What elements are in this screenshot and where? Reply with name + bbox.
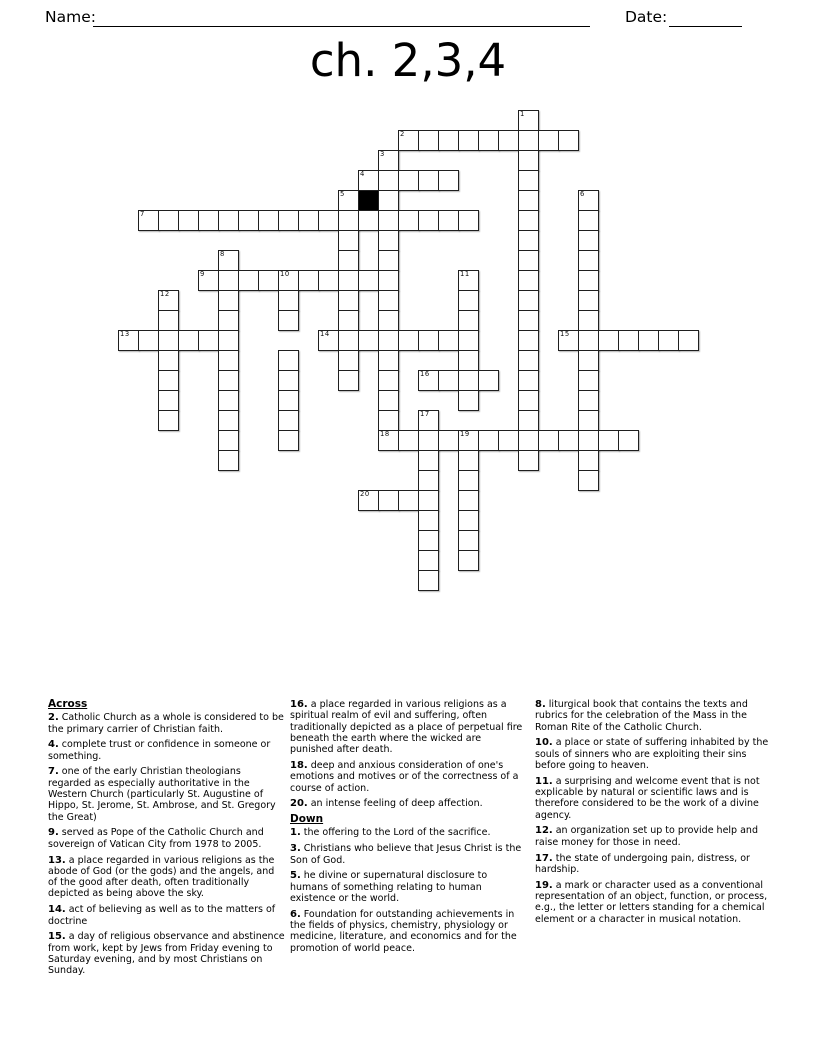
grid-cell (378, 250, 399, 271)
clue: 17. the state of undergoing pain, distress, or hardship. (535, 852, 750, 875)
grid-cell (458, 510, 479, 531)
grid-cell (578, 310, 599, 331)
grid-cell (518, 450, 539, 471)
grid-cell (618, 430, 639, 451)
grid-cell (338, 210, 359, 231)
grid-cell (358, 490, 379, 511)
grid-cell (378, 370, 399, 391)
grid-cell (578, 250, 599, 271)
clue-number: 10. (535, 737, 553, 749)
clue: 6. Foundation for outstanding achievements in the fields of physics, chemistry, physiology or medicine, literature, and economics and for the promotion of world peace. (290, 908, 517, 954)
grid-cell (458, 130, 479, 151)
grid-cell (478, 430, 499, 451)
grid-cell (378, 230, 399, 251)
grid-cell (458, 290, 479, 311)
grid-cell (378, 210, 399, 231)
grid-cell (278, 290, 299, 311)
grid-cell (218, 450, 239, 471)
grid-cell (378, 150, 399, 171)
cell-number: 7 (140, 210, 145, 218)
clue: 20. an intense feeling of deep affection. (290, 798, 483, 810)
grid-cell (338, 330, 359, 351)
cell-number: 3 (380, 150, 385, 158)
grid-cell (578, 210, 599, 231)
grid-cell (438, 430, 459, 451)
cell-number: 19 (460, 430, 470, 438)
grid-cell (498, 130, 519, 151)
cell-number: 13 (120, 330, 130, 338)
clue: 5. he divine or supernatural disclosure to humans of something relating to human existence or the world. (290, 870, 488, 904)
date-label: Date: (625, 8, 668, 26)
clue-number: 6. (290, 908, 301, 920)
grid-cell (158, 290, 179, 311)
grid-cell (458, 390, 479, 411)
clue-number: 11. (535, 775, 553, 787)
clue-number: 7. (48, 766, 59, 778)
clue-number: 20. (290, 798, 308, 810)
clue: 19. a mark or character used as a conventional representation of an object, function, or process, e.g., the letter or letters standing for a chemical element or a character in musical notation. (535, 879, 768, 925)
grid-cell (438, 370, 459, 391)
grid-cell (378, 270, 399, 291)
cell-number: 20 (360, 490, 370, 498)
grid-cell (358, 170, 379, 191)
grid-cell (598, 430, 619, 451)
clue-column (535, 699, 772, 929)
clue-number: 1. (290, 827, 301, 839)
grid-cell (338, 350, 359, 371)
grid-cell (578, 430, 599, 451)
grid-cell (438, 130, 459, 151)
grid-cell (418, 210, 439, 231)
grid-cell (398, 170, 419, 191)
grid-cell (478, 370, 499, 391)
cell-number: 14 (320, 330, 330, 338)
grid-cell (218, 350, 239, 371)
clue: 4. complete trust or confidence in someone or something. (48, 739, 271, 762)
grid-cell (378, 350, 399, 371)
grid-cell (338, 310, 359, 331)
grid-cell (518, 150, 539, 171)
grid-cell (318, 330, 339, 351)
cell-number: 2 (400, 130, 405, 138)
grid-cell (238, 210, 259, 231)
clue: 13. a place regarded in various religions as the abode of God (or the gods) and the angels, and of the good after death, often traditionally depicted as being above the sky. (48, 854, 275, 900)
grid-cell (578, 410, 599, 431)
page-title: ch. 2,3,4 (309, 34, 507, 87)
clue: 11. a surprising and welcome event that is not explicable by natural or scientific laws and is therefore considered to be the work of a divine agency. (535, 775, 760, 821)
clue: 9. served as Pope of the Catholic Church and sovereign of Vatican City from 1978 to 2005. (48, 827, 264, 850)
grid-cell (458, 310, 479, 331)
crossword-grid (118, 110, 700, 592)
grid-cell (158, 310, 179, 331)
grid-cell (518, 270, 539, 291)
grid-cell (378, 170, 399, 191)
grid-cell (298, 270, 319, 291)
cell-number: 18 (380, 430, 390, 438)
grid-cell (418, 330, 439, 351)
grid-cell (378, 330, 399, 351)
grid-cell (278, 310, 299, 331)
grid-cell (338, 370, 359, 391)
grid-cell (218, 250, 239, 271)
grid-cell (438, 210, 459, 231)
grid-cell (578, 230, 599, 251)
grid-cell (398, 330, 419, 351)
grid-cell (458, 470, 479, 491)
grid-cell (518, 330, 539, 351)
clue: 8. liturgical book that contains the texts and rubrics for the celebration of the Mass in the Roman Rite of the Catholic Church. (535, 699, 748, 733)
grid-cell (618, 330, 639, 351)
grid-cell (518, 410, 539, 431)
grid-cell (418, 450, 439, 471)
grid-cell (558, 330, 579, 351)
grid-cell (418, 530, 439, 551)
grid-cell (178, 330, 199, 351)
clue: 16. a place regarded in various religions as a spiritual realm of evil and suffering, often traditionally depicted as a place of perpetual fire beneath the earth where the wicked are punished after death. (290, 699, 523, 756)
grid-cell (378, 410, 399, 431)
cell-number: 10 (280, 270, 290, 278)
clue-number: 3. (290, 843, 301, 855)
date-blank-line (669, 6, 742, 27)
grid-cell (578, 290, 599, 311)
grid-cell (418, 490, 439, 511)
grid-cell (218, 430, 239, 451)
grid-cell (138, 210, 159, 231)
grid-cell (538, 430, 559, 451)
grid-cell (198, 210, 219, 231)
grid-cell (218, 210, 239, 231)
grid-cell (158, 370, 179, 391)
cell-number: 15 (560, 330, 570, 338)
grid-cell (278, 210, 299, 231)
clue-number: 18. (290, 759, 308, 771)
grid-cell (218, 410, 239, 431)
grid-cell (518, 430, 539, 451)
grid-cell (438, 330, 459, 351)
grid-cell (518, 290, 539, 311)
grid-cell (418, 370, 439, 391)
grid-cell (418, 430, 439, 451)
clue-number: 8. (535, 699, 546, 710)
grid-cell (338, 270, 359, 291)
grid-cell (338, 230, 359, 251)
grid-cell (518, 370, 539, 391)
grid-cell (218, 270, 239, 291)
grid-cell (158, 330, 179, 351)
clue-section-header: Across (48, 698, 88, 710)
name-blank-line (93, 6, 590, 27)
grid-cell (458, 350, 479, 371)
clue-column (48, 699, 285, 981)
grid-cell (558, 130, 579, 151)
grid-cell (278, 410, 299, 431)
clue-number: 14. (48, 904, 66, 916)
cell-number: 9 (200, 270, 205, 278)
name-label: Name: (45, 8, 96, 26)
grid-cell (578, 330, 599, 351)
grid-cell (518, 110, 539, 131)
grid-cell (298, 210, 319, 231)
grid-cell (198, 330, 219, 351)
grid-cell (398, 210, 419, 231)
grid-cell (338, 190, 359, 211)
grid-cell (278, 430, 299, 451)
grid-cell (518, 390, 539, 411)
grid-cell (418, 510, 439, 531)
cell-number: 17 (420, 410, 430, 418)
grid-cell (218, 330, 239, 351)
grid-cell (138, 330, 159, 351)
grid-cell (278, 350, 299, 371)
grid-cell (358, 210, 379, 231)
grid-cell (178, 210, 199, 231)
clue-column (290, 699, 527, 958)
grid-cell (458, 530, 479, 551)
grid-cell (518, 250, 539, 271)
cell-number: 12 (160, 290, 170, 298)
grid-cell (518, 230, 539, 251)
grid-cell (458, 490, 479, 511)
grid-cell-black (358, 190, 379, 211)
grid-cell (278, 270, 299, 291)
grid-cell (398, 490, 419, 511)
grid-cell (378, 310, 399, 331)
grid-cell (218, 290, 239, 311)
clue-number: 17. (535, 852, 553, 864)
grid-cell (158, 390, 179, 411)
clue: 10. a place or state of suffering inhabited by the souls of sinners who are exploiting their sins before going to heaven. (535, 737, 769, 771)
name-date-row (0, 6, 816, 30)
grid-cell (218, 310, 239, 331)
grid-cell (578, 350, 599, 371)
grid-cell (338, 250, 359, 271)
grid-cell (398, 130, 419, 151)
grid-cell (398, 430, 419, 451)
grid-cell (158, 410, 179, 431)
clue-number: 19. (535, 879, 553, 891)
grid-cell (498, 430, 519, 451)
cell-number: 4 (360, 170, 365, 178)
grid-cell (518, 130, 539, 151)
grid-cell (218, 370, 239, 391)
grid-cell (258, 270, 279, 291)
grid-cell (418, 550, 439, 571)
grid-cell (258, 210, 279, 231)
grid-cell (418, 170, 439, 191)
grid-cell (218, 390, 239, 411)
grid-cell (578, 390, 599, 411)
clue-section-header: Down (290, 813, 324, 826)
grid-cell (278, 390, 299, 411)
grid-cell (358, 270, 379, 291)
clue-number: 2. (48, 712, 59, 724)
clue: 15. a day of religious observance and abstinence from work, kept by Jews from Friday evening to Saturday evening, and by most Christians on Sunday. (48, 931, 285, 977)
grid-cell (358, 330, 379, 351)
grid-cell (458, 370, 479, 391)
clue: 12. an organization set up to provide help and raise money for those in need. (535, 825, 758, 848)
grid-cell (318, 210, 339, 231)
clue: 18. deep and anxious consideration of one's emotions and motives or of the correctness of a course of action. (290, 759, 519, 794)
clue-number: 15. (48, 931, 66, 943)
clue-number: 4. (48, 739, 59, 751)
clue-number: 12. (535, 825, 553, 837)
grid-cell (578, 450, 599, 471)
grid-cell (678, 330, 699, 351)
grid-cell (538, 130, 559, 151)
grid-cell (578, 370, 599, 391)
grid-cell (518, 210, 539, 231)
grid-cell (458, 330, 479, 351)
cell-number: 16 (420, 370, 430, 378)
grid-cell (518, 190, 539, 211)
grid-cell (198, 270, 219, 291)
grid-cell (158, 210, 179, 231)
grid-cell (558, 430, 579, 451)
grid-cell (378, 430, 399, 451)
grid-cell (578, 270, 599, 291)
grid-cell (598, 330, 619, 351)
cell-number: 11 (460, 270, 470, 278)
grid-cell (458, 450, 479, 471)
grid-cell (458, 550, 479, 571)
clue-number: 13. (48, 854, 66, 866)
grid-cell (118, 330, 139, 351)
clue: 7. one of the early Christian theologians regarded as especially authoritative in the Western Church (particularly St. Augustine of Hippo, St. Jerome, St. Ambrose, and St. Gregory the Great) (48, 766, 276, 823)
grid-cell (238, 270, 259, 291)
clue: 1. the offering to the Lord of the sacrifice. (290, 827, 491, 839)
grid-cell (338, 290, 359, 311)
grid-cell (458, 430, 479, 451)
grid-cell (378, 490, 399, 511)
grid-cell (518, 170, 539, 191)
grid-cell (418, 410, 439, 431)
grid-cell (418, 130, 439, 151)
grid-cell (278, 370, 299, 391)
grid-cell (378, 390, 399, 411)
grid-cell (658, 330, 679, 351)
grid-cell (458, 270, 479, 291)
cell-number: 1 (520, 110, 525, 118)
grid-cell (318, 270, 339, 291)
grid-cell (458, 210, 479, 231)
cell-number: 6 (580, 190, 585, 198)
grid-cell (378, 290, 399, 311)
clue: 2. Catholic Church as a whole is considered to be the primary carrier of Christian faith. (48, 712, 284, 735)
grid-cell (478, 130, 499, 151)
clue: 14. act of believing as well as to the matters of doctrine (48, 904, 276, 927)
grid-cell (578, 470, 599, 491)
clue-number: 16. (290, 699, 308, 710)
grid-cell (378, 190, 399, 211)
grid-cell (518, 310, 539, 331)
grid-cell (418, 470, 439, 491)
grid-cell (638, 330, 659, 351)
cell-number: 8 (220, 250, 225, 258)
clue-number: 9. (48, 827, 59, 839)
grid-cell (418, 570, 439, 591)
cell-number: 5 (340, 190, 345, 198)
grid-cell (158, 350, 179, 371)
grid-cell (578, 190, 599, 211)
clue: 3. Christians who believe that Jesus Christ is the Son of God. (290, 843, 522, 866)
grid-cell (518, 350, 539, 371)
grid-cell (438, 170, 459, 191)
clue-number: 5. (290, 870, 301, 882)
